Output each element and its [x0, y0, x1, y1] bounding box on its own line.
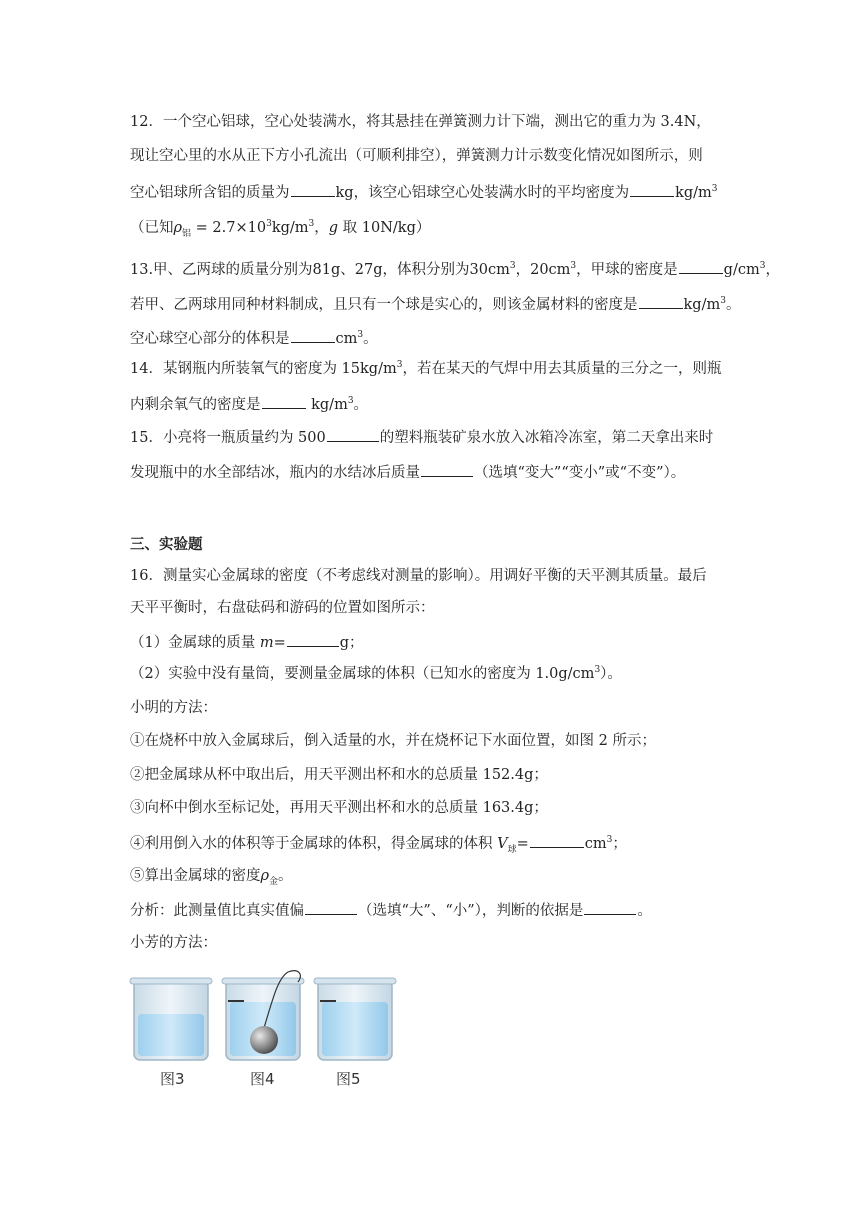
answer-blank[interactable] — [287, 631, 339, 647]
beaker-fig5 — [314, 978, 396, 1060]
beaker-fig4 — [222, 971, 304, 1060]
caption-fig4: 图4 — [250, 1070, 275, 1088]
answer-blank[interactable] — [291, 181, 335, 197]
answer-blank[interactable] — [530, 832, 584, 848]
q16-step4: ④利用倒入水的体积等于金属球的体积，得金属球的体积 $V_球= cm^3$； — [130, 832, 627, 854]
q15-line2: 发现瓶中的水全部结冰，瓶内的水结冰后质量 （选填“变大”“变小”或“不变”）。 — [130, 461, 685, 483]
q16-line2: 天平平衡时，右盘砝码和游码的位置如图所示： — [130, 600, 435, 616]
q12-line4: （已知$\rho_铝 = 2.7\times 10^3kg/m^3$，g 取 10N/kg） — [130, 219, 431, 239]
beaker-fig3 — [130, 978, 212, 1060]
answer-blank[interactable] — [421, 461, 473, 477]
answer-blank[interactable] — [639, 293, 683, 309]
answer-blank[interactable] — [630, 181, 674, 197]
q12-line1: 12．一个空心铝球，空心处装满水，将其悬挂在弹簧测力计下端，测出它的重力为 3.4N， — [130, 114, 711, 130]
q16-analysis: 分析：此测量值比真实值偏 （选填“大”、“小”），判断的依据是 。 — [130, 899, 652, 921]
q16-line1: 16．测量实心金属球的密度（不考虑线对测量的影响）。用调好平衡的天平测其质量。最后 — [130, 568, 707, 584]
q14-line1: 14．某钢瓶内所装氧气的密度为 $15kg/m^3$，若在某天的气焊中用去其质量的三分之一，则瓶 — [130, 360, 722, 377]
answer-blank[interactable] — [584, 899, 636, 915]
q15-line1: 15．小亮将一瓶质量约为 500 的塑料瓶装矿泉水放入冰箱冷冻室，第二天拿出来时 — [130, 426, 713, 448]
section-title: 三、实验题 — [130, 536, 203, 553]
answer-blank[interactable] — [305, 899, 357, 915]
metal-ball-icon — [250, 1026, 278, 1054]
q12-line3: 空心铝球所含铝的质量为 kg，该空心铝球空心处装满水时的平均密度为 $kg/m^3$ — [130, 181, 718, 203]
q14-line2: 内剩余氧气的密度是 $kg/m^3$。 — [130, 393, 368, 415]
q16-part1: （1）金属球的质量 m= g； — [130, 631, 364, 653]
q16-step2: ②把金属球从杯中取出后，用天平测出杯和水的总质量 152.4g； — [130, 767, 548, 783]
caption-fig3: 图3 — [160, 1070, 185, 1088]
q13-line2: 若甲、乙两球用同种材料制成，且只有一个球是实心的，则该金属材料的密度是 $kg/m^3$。 — [130, 293, 740, 315]
q16-step5: ⑤算出金属球的密度$\rho_金$。 — [130, 868, 293, 887]
q16-fang-label: 小芳的方法： — [130, 935, 217, 951]
answer-blank[interactable] — [291, 327, 335, 343]
q12-line2: 现让空心里的水从正下方小孔流出（可顺利排空），弹簧测力计示数变化情况如图所示，则 — [130, 148, 703, 164]
caption-fig5: 图5 — [336, 1070, 361, 1088]
q13-line1: 13.甲、乙两球的质量分别为81g、27g，体积分别为$30cm^3$，$20cm^3$，甲球的密度是 $g/cm^3$， — [130, 258, 780, 280]
q16-part2: （2）实验中没有量筒，要测量金属球的体积（已知水的密度为 $1.0g/cm^3$）。 — [130, 665, 622, 682]
q16-step3: ③向杯中倒水至标记处，再用天平测出杯和水的总质量 163.4g； — [130, 800, 548, 816]
answer-blank[interactable] — [327, 426, 379, 442]
answer-blank[interactable] — [679, 258, 723, 274]
q13-line3: 空心球空心部分的体积是 $cm^3$。 — [130, 327, 378, 349]
q16-step1: ①在烧杯中放入金属球后，倒入适量的水，并在烧杯记下水面位置，如图 2 所示； — [130, 733, 656, 749]
q16-ming-label: 小明的方法： — [130, 700, 217, 716]
answer-blank[interactable] — [262, 393, 306, 409]
